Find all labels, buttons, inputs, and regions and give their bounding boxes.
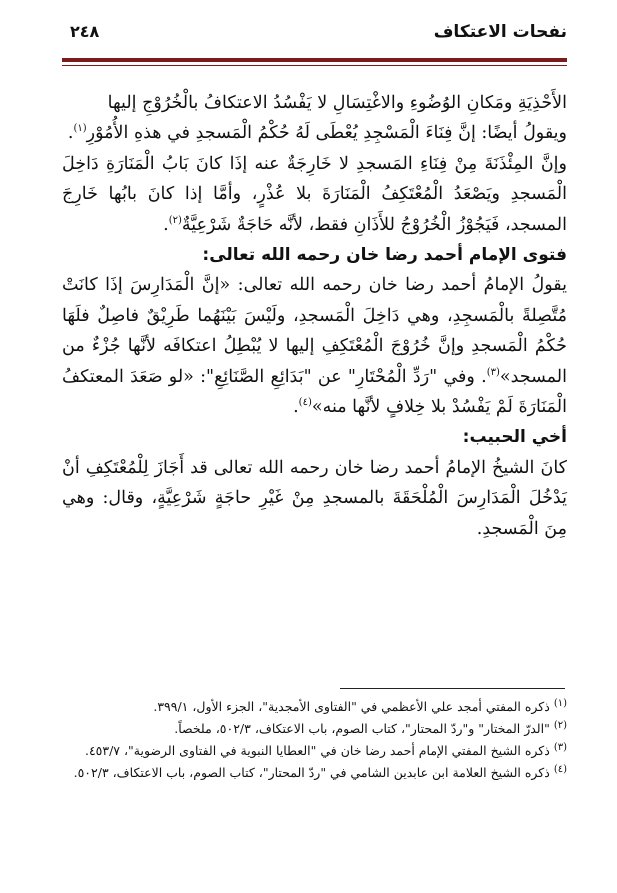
footnote-ref-4: (٤) xyxy=(298,397,312,409)
header-rule-thin xyxy=(62,65,567,66)
paragraph-4 xyxy=(62,270,567,422)
paragraph-3-end: . xyxy=(163,214,169,235)
footnote-4-mark: (٤) xyxy=(553,763,567,775)
footnote-2 xyxy=(62,718,567,740)
section-heading-fatwa: فتوى الإمام أحمد رضا خان رحمه الله تعالى: xyxy=(202,245,567,266)
footnotes xyxy=(62,696,567,784)
footnote-ref-3: (٣) xyxy=(486,366,500,378)
footnote-4 xyxy=(62,762,567,784)
footnote-2-mark: (٢) xyxy=(553,719,567,731)
paragraph-2-text: ويقولُ أيضًا: إنَّ فِنَاءَ الْمَسْجِدِ يُعْطَى لَهُ حُكْمُ الْمَسجدِ في هذهِ الأُمُوْرِ xyxy=(86,123,567,144)
main-text xyxy=(62,88,567,544)
running-header xyxy=(70,22,567,48)
paragraph-4-mid: . وفي "رَدِّ الْمُحْتَارِ" عن "بَدَائِعِ الصَّنَائِعِ": «لو صَعَدَ المعتكفُ الْمَنَارَةَ لَمْ يَفْسُدْ بلا خِلافٍ لأنَّها منه» xyxy=(62,366,567,418)
paragraph-2-end: . xyxy=(67,123,74,144)
footnote-4-text: ذكره الشيخ العلامة ابن عابدين الشامي في "ردّ المحتار"، كتاب الصوم، باب الاعتكاف، ٥٠٢/٣. xyxy=(73,765,550,780)
footnote-3-mark: (٣) xyxy=(553,741,567,753)
footnote-1-mark: (١) xyxy=(553,697,567,709)
paragraph-3 xyxy=(62,149,567,240)
paragraph-4-end: . xyxy=(293,397,299,418)
footnote-2-text: "الدرّ المختار" و"ردّ المحتار"، كتاب الصوم، باب الاعتكاف، ٥٠٢/٣، ملخصاً. xyxy=(174,721,550,736)
paragraph-1: الأَحْذِيَةِ ومَكانِ الوُضُوءِ والاغْتِسَالِ لا يَفْسُدُ الاعتكافُ بالْخُرُوْجِ إليها xyxy=(107,93,567,113)
page-number: ٢٤٨ xyxy=(70,22,100,41)
section-heading-brother: أخي الحبيب: xyxy=(462,427,567,448)
footnote-3 xyxy=(62,740,567,762)
header-rule-thick xyxy=(62,58,567,62)
footnote-3-text: ذكره الشيخ المفتي الإمام أحمد رضا خان في "العطايا النبوية في الفتاوى الرضوية"، ٤٥٣/٧. xyxy=(84,743,550,758)
paragraph-3-text: وإنَّ المِئْذَنَةَ مِنْ فِنَاءِ المَسجدِ لا خَارِجَةٌ عنه إذَا كانَ بَابُ الْمَنَارَةِ دَاخِلَ الْمَسجدِ ويَصْعَدُ الْمُعْتَكِفُ الْمَنَارَةَ بلا عُذْرٍ، وأمَّا إذا كانَ بابُها خَارِجَ المسجد، فَيَجُوْزُ الْخُرُوْجُ للأَذَانِ فقط، لأنَّه حَاجَةٌ شَرْعِيَّةٌ xyxy=(62,153,567,235)
paragraph-4-text: يقولُ الإمامُ أحمد رضا خان رحمه الله تعالى: «إنَّ الْمَدَارِسَ إذَا كانَتْ مُتَّصِلةً بالْمَسجِدِ، وهي دَاخِلَ الْمَسجدِ، ولَيْسَ بَيْنَهُما طَرِيْقٌ فاصِلٌ فلَهَا حُكْمُ الْمَسجدِ وإنَّ خُرُوْجَ الْمُعْتَكِفِ إليها لا يُبْطِلُ اعتكافَه لأنَّها جُزْءٌ من المسجد» xyxy=(62,275,567,387)
header-title: نفحات الاعتكاف xyxy=(433,22,567,42)
footnote-ref-1: (١) xyxy=(73,123,87,135)
footnote-ref-2: (٢) xyxy=(168,214,182,226)
paragraph-5: كانَ الشيخُ الإمامُ أحمد رضا خان رحمه الله تعالى قد أَجَازَ لِلْمُعْتَكِفِ أنْ يَدْخُلَ الْمَدَارِسَ الْمُلْحَقَةَ بالمسجدِ مِنْ غَيْرِ حاجَةٍ شَرْعِيَّةٍ، وقال: وهي مِنَ الْمَسجدِ. xyxy=(62,457,567,539)
paragraph-2 xyxy=(62,118,567,148)
footnote-1 xyxy=(62,696,567,718)
footnote-1-text: ذكره المفتي أمجد علي الأعظمي في "الفتاوى الأمجدية"، الجزء الأول، ٣٩٩/١. xyxy=(153,699,550,714)
footnote-separator xyxy=(340,688,565,689)
